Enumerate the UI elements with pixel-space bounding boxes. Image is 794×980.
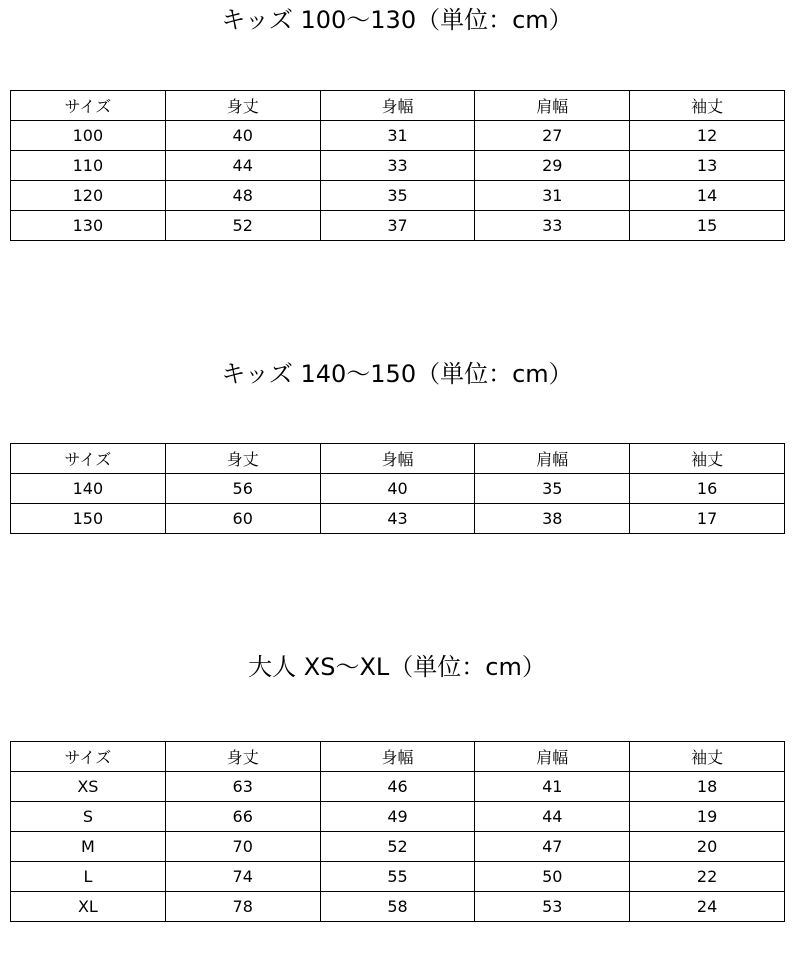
cell-body-width: 43 [320, 504, 475, 534]
cell-size: S [11, 802, 166, 832]
cell-sleeve-length: 14 [630, 181, 785, 211]
cell-sleeve-length: 18 [630, 772, 785, 802]
table-row [11, 862, 785, 892]
table-row [11, 504, 785, 534]
cell-body-width: 37 [320, 211, 475, 241]
header-body-length: 身丈 [165, 444, 320, 474]
header-body-length: 身丈 [165, 91, 320, 121]
cell-shoulder-width: 50 [475, 862, 630, 892]
cell-body-width: 31 [320, 121, 475, 151]
header-shoulder-width: 肩幅 [475, 91, 630, 121]
table-row [11, 151, 785, 181]
cell-size: XL [11, 892, 166, 922]
cell-shoulder-width: 53 [475, 892, 630, 922]
cell-size: 120 [11, 181, 166, 211]
size-table-adult-xs-xl [10, 741, 785, 922]
header-sleeve-length: 袖丈 [630, 91, 785, 121]
cell-body-length: 52 [165, 211, 320, 241]
cell-size: 150 [11, 504, 166, 534]
cell-sleeve-length: 12 [630, 121, 785, 151]
cell-body-width: 52 [320, 832, 475, 862]
header-shoulder-width: 肩幅 [475, 444, 630, 474]
table-row [11, 802, 785, 832]
cell-sleeve-length: 15 [630, 211, 785, 241]
cell-sleeve-length: 19 [630, 802, 785, 832]
header-shoulder-width: 肩幅 [475, 742, 630, 772]
cell-size: XS [11, 772, 166, 802]
cell-sleeve-length: 24 [630, 892, 785, 922]
cell-shoulder-width: 44 [475, 802, 630, 832]
header-body-length: 身丈 [165, 742, 320, 772]
cell-body-width: 33 [320, 151, 475, 181]
header-size: サイズ [11, 444, 166, 474]
cell-body-width: 46 [320, 772, 475, 802]
table-header-row [11, 444, 785, 474]
header-body-width: 身幅 [320, 444, 475, 474]
cell-body-width: 55 [320, 862, 475, 892]
header-size: サイズ [11, 742, 166, 772]
cell-body-width: 40 [320, 474, 475, 504]
cell-shoulder-width: 35 [475, 474, 630, 504]
cell-size: 130 [11, 211, 166, 241]
cell-shoulder-width: 31 [475, 181, 630, 211]
section-title-kids-100-130: キッズ 100〜130（単位：cm） [221, 6, 573, 34]
cell-shoulder-width: 38 [475, 504, 630, 534]
table-row [11, 772, 785, 802]
cell-size: 100 [11, 121, 166, 151]
cell-body-length: 44 [165, 151, 320, 181]
cell-body-width: 49 [320, 802, 475, 832]
size-table-kids-140-150 [10, 443, 785, 534]
section-title-kids-140-150: キッズ 140〜150（単位：cm） [221, 360, 573, 388]
section-title-adult-xs-xl: 大人 XS〜XL（単位：cm） [248, 653, 546, 681]
header-sleeve-length: 袖丈 [630, 444, 785, 474]
cell-body-length: 60 [165, 504, 320, 534]
cell-body-length: 70 [165, 832, 320, 862]
header-body-width: 身幅 [320, 91, 475, 121]
cell-sleeve-length: 22 [630, 862, 785, 892]
cell-body-length: 48 [165, 181, 320, 211]
cell-size: 110 [11, 151, 166, 181]
size-table-kids-100-130 [10, 90, 785, 241]
cell-body-length: 66 [165, 802, 320, 832]
cell-sleeve-length: 17 [630, 504, 785, 534]
table-header-row [11, 742, 785, 772]
header-size: サイズ [11, 91, 166, 121]
cell-body-length: 78 [165, 892, 320, 922]
cell-sleeve-length: 20 [630, 832, 785, 862]
cell-size: 140 [11, 474, 166, 504]
table-row [11, 121, 785, 151]
cell-shoulder-width: 29 [475, 151, 630, 181]
cell-shoulder-width: 41 [475, 772, 630, 802]
cell-shoulder-width: 33 [475, 211, 630, 241]
header-sleeve-length: 袖丈 [630, 742, 785, 772]
table-row [11, 181, 785, 211]
cell-size: M [11, 832, 166, 862]
cell-body-length: 74 [165, 862, 320, 892]
cell-body-width: 58 [320, 892, 475, 922]
table-row [11, 474, 785, 504]
cell-body-width: 35 [320, 181, 475, 211]
cell-body-length: 40 [165, 121, 320, 151]
cell-shoulder-width: 47 [475, 832, 630, 862]
cell-body-length: 63 [165, 772, 320, 802]
cell-size: L [11, 862, 166, 892]
table-row [11, 892, 785, 922]
header-body-width: 身幅 [320, 742, 475, 772]
table-header-row [11, 91, 785, 121]
cell-shoulder-width: 27 [475, 121, 630, 151]
table-row [11, 211, 785, 241]
table-row [11, 832, 785, 862]
cell-body-length: 56 [165, 474, 320, 504]
cell-sleeve-length: 16 [630, 474, 785, 504]
cell-sleeve-length: 13 [630, 151, 785, 181]
